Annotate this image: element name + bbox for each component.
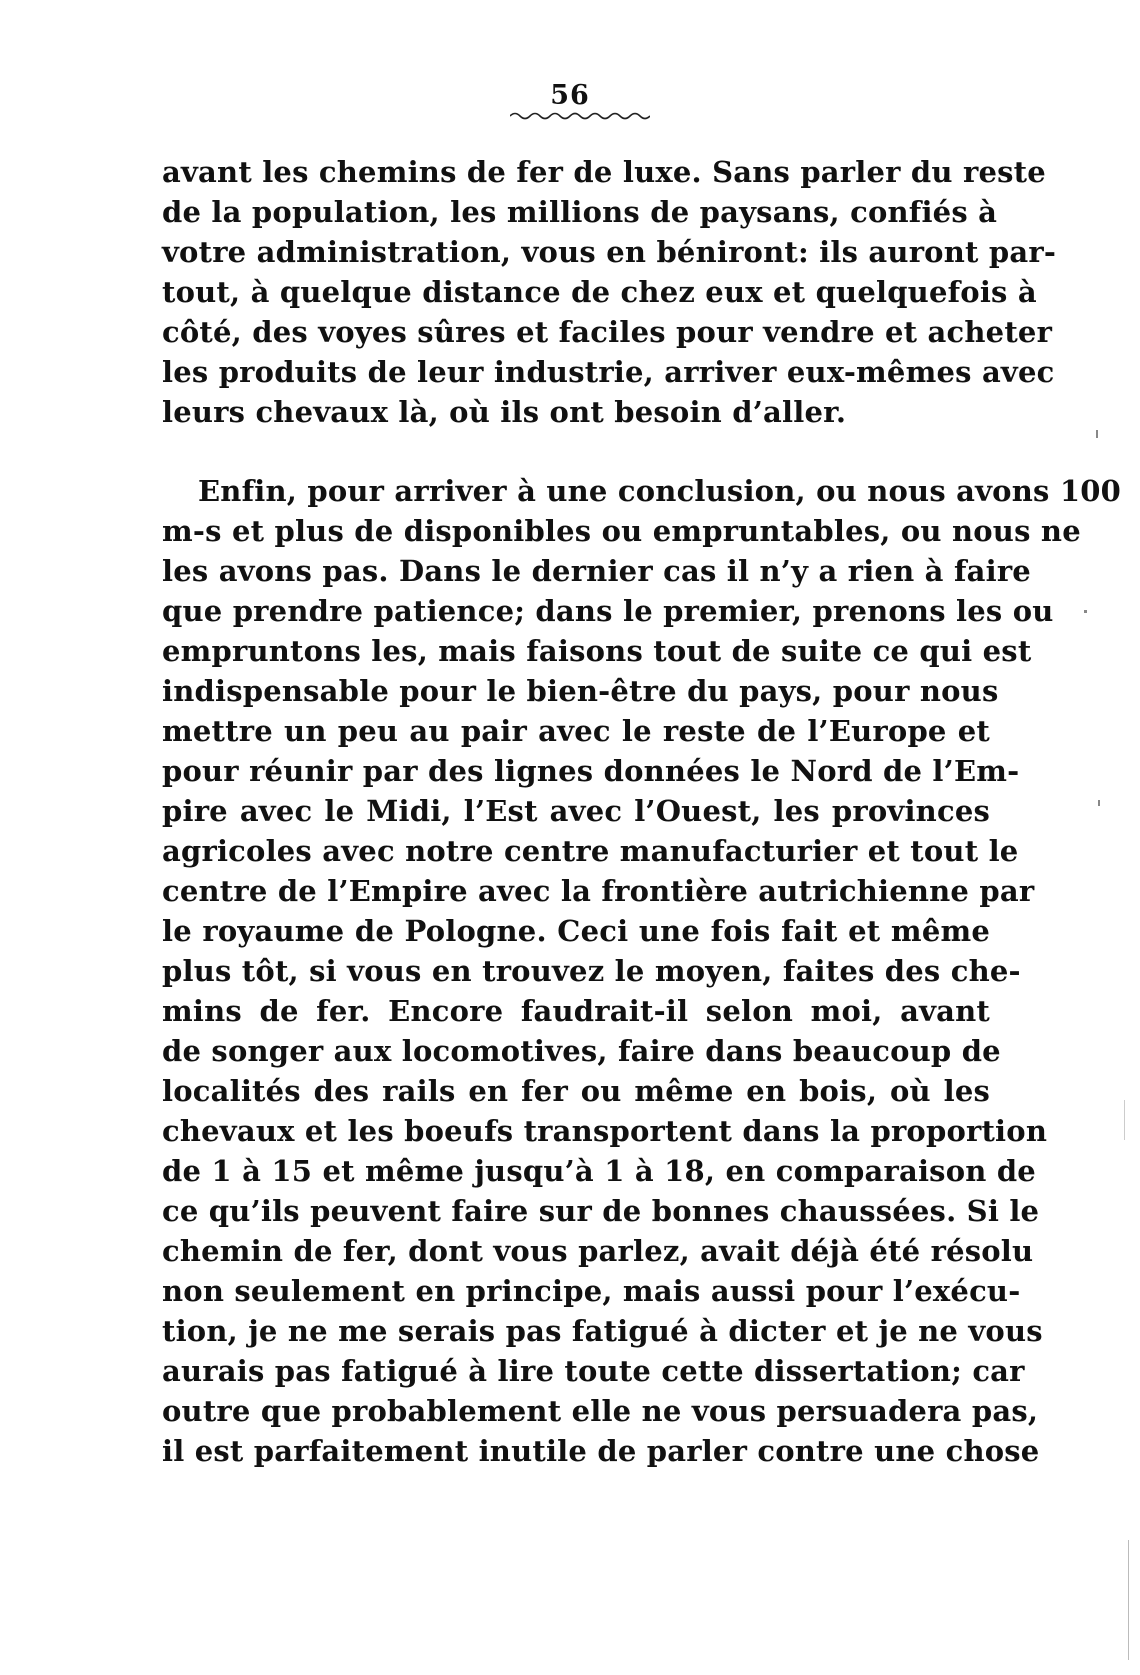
text-line: outre que probablement elle ne vous persuadera pas,	[162, 1394, 1039, 1428]
page-number: 56	[550, 80, 590, 111]
text-line: localités des rails en fer ou même en bois, où les	[162, 1074, 990, 1108]
text-line: votre administration, vous en béniront: ils auront par-	[162, 235, 1057, 269]
text-line: de la population, les millions de paysans, confiés à	[162, 195, 998, 229]
paragraph-1	[162, 152, 1057, 432]
text-line: de songer aux locomotives, faire dans beaucoup de	[162, 1034, 1001, 1068]
text-line: Enfin, pour arriver à une conclusion, ou nous avons 100	[198, 474, 1121, 508]
text-line: leurs chevaux là, où ils ont besoin d’aller.	[162, 395, 847, 429]
text-line: m-s et plus de disponibles ou empruntables, ou nous ne	[162, 514, 1081, 548]
text-line: les produits de leur industrie, arriver eux-mêmes avec	[162, 355, 1055, 389]
scan-speck	[1098, 800, 1100, 806]
text-line: tout, à quelque distance de chez eux et quelquefois à	[162, 275, 1037, 309]
text-line: côté, des voyes sûres et faciles pour vendre et acheter	[162, 315, 1053, 349]
scan-speck	[1128, 1540, 1129, 1660]
scan-speck	[1084, 610, 1087, 613]
text-line: empruntons les, mais faisons tout de suite ce qui est	[162, 634, 1032, 668]
text-line: mins de fer. Encore faudrait-il selon moi, avant	[162, 994, 990, 1028]
text-line: pour réunir par des lignes données le Nord de l’Em-	[162, 754, 1020, 788]
text-line: avant les chemins de fer de luxe. Sans parler du reste	[162, 155, 1046, 189]
text-line: mettre un peu au pair avec le reste de l’Europe et	[162, 714, 990, 748]
scan-speck	[1096, 430, 1098, 438]
paragraph-2	[162, 471, 1121, 1471]
text-line: le royaume de Pologne. Ceci une fois fait et même	[162, 914, 990, 948]
text-line: il est parfaitement inutile de parler contre une chose	[162, 1434, 1040, 1468]
text-line: chemin de fer, dont vous parlez, avait déjà été résolu	[162, 1234, 1034, 1268]
text-line: de 1 à 15 et même jusqu’à 1 à 18, en comparaison de	[162, 1154, 1036, 1188]
scan-speck	[1124, 1100, 1125, 1140]
text-line: ce qu’ils peuvent faire sur de bonnes chaussées. Si le	[162, 1194, 1040, 1228]
text-line: que prendre patience; dans le premier, prenons les ou	[162, 594, 1054, 628]
text-line: pire avec le Midi, l’Est avec l’Ouest, les provinces	[162, 794, 990, 828]
text-line: aurais pas fatigué à lire toute cette dissertation; car	[162, 1354, 1025, 1388]
wavy-rule-ornament	[510, 111, 650, 121]
text-line: indispensable pour le bien-être du pays, pour nous	[162, 674, 999, 708]
text-line: tion, je ne me serais pas fatigué à dicter et je ne vous	[162, 1314, 1043, 1348]
text-line: plus tôt, si vous en trouvez le moyen, faites des che-	[162, 954, 1021, 988]
text-line: non seulement en principe, mais aussi pour l’exécu-	[162, 1274, 1021, 1308]
text-line: agricoles avec notre centre manufacturier et tout le	[162, 834, 1019, 868]
text-line: chevaux et les boeufs transportent dans la proportion	[162, 1114, 1048, 1148]
text-line: les avons pas. Dans le dernier cas il n’y a rien à faire	[162, 554, 1031, 588]
text-line: centre de l’Empire avec la frontière autrichienne par	[162, 874, 1035, 908]
